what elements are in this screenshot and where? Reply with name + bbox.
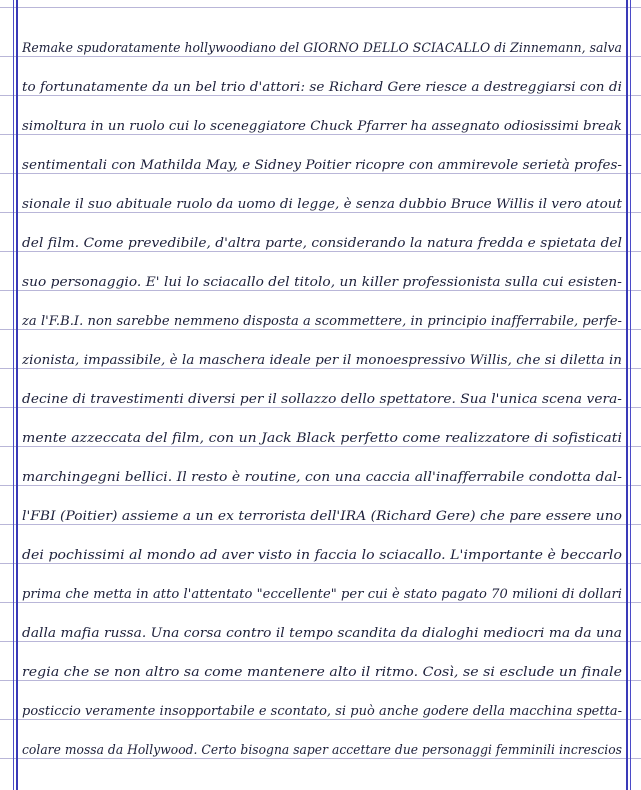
text-line-6: del film. Come prevedibile, d'altra parte, considerando la natura fredda e spietata del: [22, 236, 622, 251]
text-line-10: decine di travestimenti diversi per il sollazzo dello spettatore. Sua l'unica scena vera-: [22, 392, 622, 407]
text-line-5: sionale il suo abituale ruolo da uomo di legge, è senza dubbio Bruce Willis il vero atout: [22, 197, 622, 212]
text-line-19: colare mossa da Hollywood. Certo bisogna saper accettare due personaggi femminili increscios: [22, 743, 622, 758]
right-margin-line: [630, 0, 631, 790]
left-margin-line-bold: [16, 0, 18, 790]
text-line-18: posticcio veramente insopportabile e scontato, si può anche godere della macchina spetta-: [22, 704, 622, 719]
text-line-2: to fortunatamente da un bel trio d'attori: se Richard Gere riesce a destreggiarsi con di: [22, 80, 622, 95]
text-line-3: simoltura in un ruolo cui lo sceneggiatore Chuck Pfarrer ha assegnato odiosissimi break: [22, 119, 622, 134]
text-line-1: Remake spudoratamente hollywoodiano del GIORNO DELLO SCIACALLO di Zinnemann, salva: [22, 41, 622, 56]
text-line-14: dei pochissimi al mondo ad aver visto in faccia lo sciacallo. L'importante è beccarlo: [22, 548, 623, 563]
text-line-15: prima che metta in atto l'attentato "eccellente" per cui è stato pagato 70 milioni di dollari: [22, 587, 622, 602]
text-line-13: l'FBI (Poitier) assieme a un ex terrorista dell'IRA (Richard Gere) che pare essere uno: [22, 509, 622, 524]
right-margin-line-bold: [626, 0, 628, 790]
text-line-11: mente azzeccata del film, con un Jack Black perfetto come realizzatore di sofisticati: [22, 431, 622, 446]
text-line-8: za l'F.B.I. non sarebbe nemmeno disposta a scommettere, in principio inafferrabile, perfe-: [22, 314, 622, 329]
text-line-17: regia che se non altro sa come mantenere alto il ritmo. Così, se si esclude un finale: [22, 665, 622, 680]
text-line-9: zionista, impassibile, è la maschera ideale per il monoespressivo Willis, che si diletta in: [22, 353, 622, 368]
text-line-4: sentimentali con Mathilda May, e Sidney Poitier ricopre con ammirevole serietà profes-: [22, 158, 622, 173]
text-line-12: marchingegni bellici. Il resto è routine, con una caccia all'inafferrabile condotta dal-: [22, 470, 622, 485]
text-line-16: dalla mafia russa. Una corsa contro il tempo scandita da dialoghi mediocri ma da una: [22, 626, 622, 641]
left-margin-line: [13, 0, 14, 790]
text-line-7: suo personaggio. E' lui lo sciacallo del titolo, un killer professionista sulla cui esisten-: [22, 275, 622, 290]
handwritten-text: [22, 36, 624, 777]
